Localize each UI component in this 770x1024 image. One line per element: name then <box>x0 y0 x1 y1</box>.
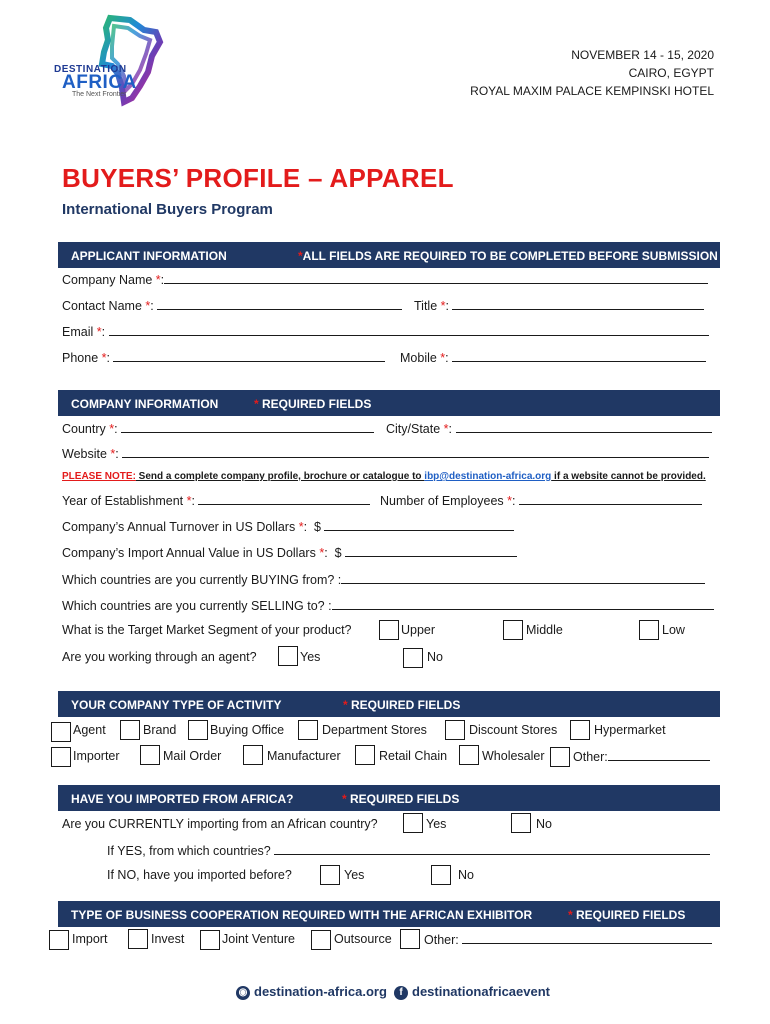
import-value-label: Company’s Import Annual Value in US Dollars <box>62 546 320 560</box>
coop-invest-label: Invest <box>151 932 185 946</box>
footer-website[interactable] <box>236 984 387 1000</box>
coop-import-label: Import <box>72 932 108 946</box>
company-header-label: COMPANY INFORMATION <box>71 397 219 411</box>
employees-field[interactable] <box>519 493 702 505</box>
country-field[interactable] <box>121 421 374 433</box>
activity-retail-chain-label: Retail Chain <box>379 749 448 763</box>
coop-joint-venture-checkbox[interactable] <box>200 930 220 950</box>
activity-discount-stores-label: Discount Stores <box>469 723 558 737</box>
activity-wholesaler-label: Wholesaler <box>482 749 545 763</box>
activity-importer-checkbox[interactable] <box>51 747 71 767</box>
website-label: Website <box>62 447 111 461</box>
activity-section-header <box>58 691 720 717</box>
logo-tagline: The Next Frontier <box>72 91 127 98</box>
activity-brand-checkbox[interactable] <box>120 720 140 740</box>
contact-name-row: Contact Name *: <box>62 298 402 313</box>
if-no-question: If NO, have you imported before? <box>107 868 292 882</box>
coop-other-label: Other: <box>424 933 459 947</box>
coop-joint-venture-label: Joint Venture <box>222 932 295 946</box>
phone-field[interactable] <box>113 350 385 362</box>
currently-yes-checkbox[interactable] <box>403 813 423 833</box>
title-field[interactable] <box>452 298 704 310</box>
title-row: Title *: <box>414 298 704 313</box>
note-prefix: PLEASE NOTE: <box>62 471 136 482</box>
activity-hypermarket-checkbox[interactable] <box>570 720 590 740</box>
footer-facebook[interactable] <box>394 984 550 1000</box>
mobile-row: Mobile *: <box>400 350 706 365</box>
city-state-field[interactable] <box>456 421 712 433</box>
agent-yes-checkbox[interactable] <box>278 646 298 666</box>
logo-text-destination: DESTINATION <box>54 64 127 75</box>
segment-low-checkbox[interactable] <box>639 620 659 640</box>
coop-outsource-checkbox[interactable] <box>311 930 331 950</box>
imported-header-label: HAVE YOU IMPORTED FROM AFRICA? <box>71 792 294 806</box>
segment-middle-checkbox[interactable] <box>503 620 523 640</box>
activity-wholesaler-checkbox[interactable] <box>459 745 479 765</box>
contact-name-label: Contact Name <box>62 299 146 313</box>
activity-other-field[interactable] <box>608 749 710 761</box>
activity-other-row <box>573 749 710 764</box>
year-est-label: Year of Establishment <box>62 494 187 508</box>
facebook-icon: f <box>394 986 408 1000</box>
buying-from-row <box>62 572 705 587</box>
activity-discount-stores-checkbox[interactable] <box>445 720 465 740</box>
city-state-row: City/State *: <box>386 421 712 436</box>
activity-department-stores-checkbox[interactable] <box>298 720 318 740</box>
selling-to-label: Which countries are you currently SELLING to? : <box>62 599 332 613</box>
note-email-link[interactable]: ibp@destination-africa.org <box>424 471 552 482</box>
applicant-required-note: *ALL FIELDS ARE REQUIRED TO BE COMPLETED BEFORE SUBMISSION <box>298 249 718 263</box>
agent-question: Are you working through an agent? <box>62 650 257 664</box>
event-city: CAIRO, EGYPT <box>628 66 714 80</box>
activity-retail-chain-checkbox[interactable] <box>355 745 375 765</box>
company-required-note: * REQUIRED FIELDS <box>254 397 372 411</box>
company-name-label: Company Name <box>62 273 156 287</box>
event-venue: ROYAL MAXIM PALACE KEMPINSKI HOTEL <box>470 84 714 98</box>
page-subtitle: International Buyers Program <box>62 201 273 218</box>
phone-row: Phone *: <box>62 350 385 365</box>
globe-icon: ◉ <box>236 986 250 1000</box>
imported-section-header <box>58 785 720 811</box>
applicant-section-header <box>58 242 720 268</box>
target-segment-question: What is the Target Market Segment of your product? <box>62 623 352 637</box>
buying-from-field[interactable] <box>341 572 705 584</box>
currently-yes-label: Yes <box>426 817 447 831</box>
coop-outsource-label: Outsource <box>334 932 392 946</box>
cooperation-required-note: * REQUIRED FIELDS <box>568 908 686 922</box>
mobile-label: Mobile <box>400 351 441 365</box>
activity-mail-order-checkbox[interactable] <box>140 745 160 765</box>
before-no-checkbox[interactable] <box>431 865 451 885</box>
logo-text-africa: AFRICA <box>62 72 137 93</box>
segment-upper-checkbox[interactable] <box>379 620 399 640</box>
website-row: Website *: <box>62 446 709 461</box>
activity-buying-office-checkbox[interactable] <box>188 720 208 740</box>
activity-agent-checkbox[interactable] <box>51 722 71 742</box>
activity-required-note: * REQUIRED FIELDS <box>343 698 461 712</box>
agent-no-checkbox[interactable] <box>403 648 423 668</box>
event-info <box>470 46 714 100</box>
before-yes-label: Yes <box>344 868 365 882</box>
page-title: BUYERS’ PROFILE – APPAREL <box>62 163 454 193</box>
website-field[interactable] <box>122 446 709 458</box>
company-name-field[interactable] <box>164 272 708 284</box>
activity-manufacturer-label: Manufacturer <box>267 749 341 763</box>
activity-header-label: YOUR COMPANY TYPE OF ACTIVITY <box>71 698 282 712</box>
coop-invest-checkbox[interactable] <box>128 929 148 949</box>
coop-import-checkbox[interactable] <box>49 930 69 950</box>
activity-mail-order-label: Mail Order <box>163 749 222 763</box>
selling-to-row <box>62 598 714 613</box>
imported-required-note: * REQUIRED FIELDS <box>342 792 460 806</box>
country-row: Country *: <box>62 421 374 436</box>
email-row: Email *: <box>62 324 709 339</box>
title-label: Title <box>414 299 441 313</box>
note-suffix: if a website cannot be provided. <box>551 471 706 482</box>
email-label: Email <box>62 325 97 339</box>
activity-other-checkbox[interactable] <box>550 747 570 767</box>
event-date: NOVEMBER 14 - 15, 2020 <box>571 48 714 62</box>
activity-other-label: Other: <box>573 750 608 764</box>
activity-agent-label: Agent <box>73 723 106 737</box>
please-note <box>62 471 706 482</box>
activity-buying-office-label: Buying Office <box>210 723 285 737</box>
import-value-row: Company’s Import Annual Value in US Dollars *: $ <box>62 545 517 560</box>
company-name-row: Company Name *: <box>62 272 708 287</box>
contact-name-field[interactable] <box>157 298 402 310</box>
activity-manufacturer-checkbox[interactable] <box>243 745 263 765</box>
cooperation-section-header <box>58 901 720 927</box>
phone-label: Phone <box>62 351 102 365</box>
coop-other-row <box>424 932 712 947</box>
employees-row: Number of Employees *: <box>380 493 702 508</box>
city-state-label: City/State <box>386 422 444 436</box>
year-est-row: Year of Establishment *: <box>62 493 370 508</box>
segment-middle-label: Middle <box>526 623 563 637</box>
currently-no-checkbox[interactable] <box>511 813 531 833</box>
coop-other-field[interactable] <box>462 932 712 944</box>
agent-no-label: No <box>427 650 443 664</box>
note-text: Send a complete company profile, brochure or catalogue to <box>135 471 425 482</box>
import-value-field[interactable] <box>345 545 517 557</box>
turnover-row: Company’s Annual Turnover in US Dollars *: $ <box>62 519 514 534</box>
mobile-field[interactable] <box>452 350 706 362</box>
before-yes-checkbox[interactable] <box>320 865 340 885</box>
footer-facebook-label: destinationafricaevent <box>412 984 550 999</box>
selling-to-field[interactable] <box>332 598 714 610</box>
if-yes-field[interactable] <box>274 843 710 855</box>
applicant-header-label: APPLICANT INFORMATION <box>71 249 227 263</box>
email-field[interactable] <box>109 324 709 336</box>
year-est-field[interactable] <box>198 493 370 505</box>
activity-brand-label: Brand <box>143 723 177 737</box>
if-yes-label: If YES, from which countries? <box>107 844 271 858</box>
turnover-field[interactable] <box>324 519 514 531</box>
before-no-label: No <box>458 868 474 882</box>
segment-low-label: Low <box>662 623 685 637</box>
coop-other-checkbox[interactable] <box>400 929 420 949</box>
currently-no-label: No <box>536 817 552 831</box>
segment-upper-label: Upper <box>401 623 436 637</box>
activity-department-stores-label: Department Stores <box>322 723 427 737</box>
company-section-header <box>58 390 720 416</box>
if-yes-row <box>107 843 710 858</box>
country-label: Country <box>62 422 110 436</box>
employees-label: Number of Employees <box>380 494 508 508</box>
cooperation-header-label: TYPE OF BUSINESS COOPERATION REQUIRED WITH THE AFRICAN EXHIBITOR <box>71 908 533 922</box>
currently-importing-question: Are you CURRENTLY importing from an African country? <box>62 817 378 831</box>
activity-hypermarket-label: Hypermarket <box>594 723 666 737</box>
footer-website-label: destination-africa.org <box>254 984 387 999</box>
buying-from-label: Which countries are you currently BUYING from? : <box>62 573 342 587</box>
agent-yes-label: Yes <box>300 650 321 664</box>
turnover-label: Company’s Annual Turnover in US Dollars <box>62 520 299 534</box>
activity-importer-label: Importer <box>73 749 120 763</box>
